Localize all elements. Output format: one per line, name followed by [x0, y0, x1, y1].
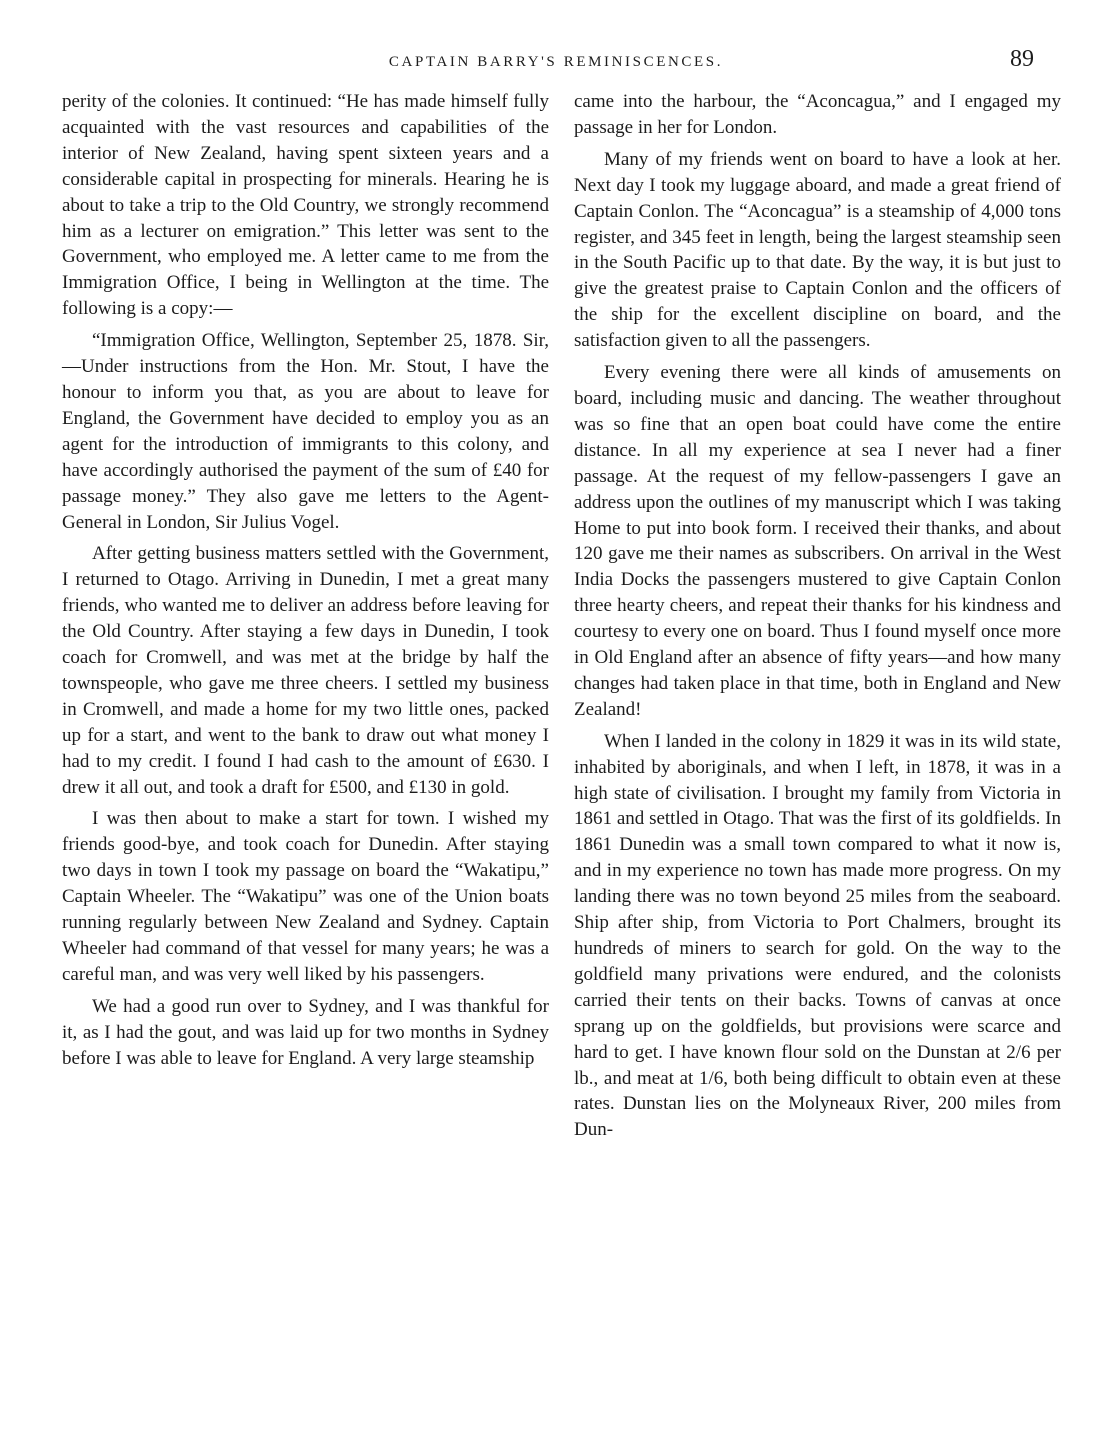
- right-column: [574, 89, 1061, 1143]
- paragraph: When I landed in the colony in 1829 it was in its wild state, inhabited by aboriginals, and when I left, in 1878, it was in a high state of civilisation. I brought my family from Victoria in 1861 and settled in Otago. That was the first of its goldfields. In 1861 Dunedin was a small town compared to what it now is, and in my experience no town has made more progress. On my landing there was no town beyond 25 miles from the seaboard. Ship after ship, from Victoria to Port Chalmers, brought its hundreds of miners to search for gold. On the way to the goldfield many privations were endured, and the colonists carried their tents on their backs. Towns of canvas at once sprang up on the goldfields, but provisions were scarce and hard to get. I have known flour sold on the Dunstan at 2/6 per lb., and meat at 1/6, both being difficult to obtain even at these rates. Dunstan lies on the Molyneaux River, 200 miles from Dun-: [574, 730, 1061, 1141]
- page-number: 89: [1010, 46, 1034, 72]
- paragraph: Every evening there were all kinds of amusements on board, including music and dancing. The weather throughout was so fine that an open boat could have come the entire distance. In all my experience at sea I never had a finer passage. At the request of my fellow-passengers I gave an address upon the outlines of my manuscript which I was taking Home to put into book form. I received their thanks, and about 120 gave me their names as subscribers. On arrival in the West India Docks the passengers mustered to give Captain Conlon three hearty cheers, and repeat their thanks for his kindness and courtesy to every one on board. Thus I found myself once more in Old England after an absence of fifty years—and how many changes had taken place in that time, both in England and New Zealand!: [574, 362, 1061, 720]
- paragraph: We had a good run over to Sydney, and I was thankful for it, as I had the gout, and was laid up for two months in Sydney before I was able to leave for England. A very large steamship: [62, 995, 549, 1069]
- paragraph: came into the harbour, the “Aconcagua,” and I engaged my passage in her for London.: [574, 91, 1061, 138]
- paragraph: I was then about to make a start for town. I wished my friends good-bye, and took coach for Dunedin. After staying two days in town I took my passage on board the “Wakatipu,” Captain Wheeler. The “Wakatipu” was one of the Union boats running regularly between New Zealand and Sydney. Captain Wheeler had command of that vessel for many years; he was a careful man, and was very well liked by his passengers.: [62, 808, 549, 985]
- paragraph: “Immigration Office, Wellington, September 25, 1878. Sir,—Under instructions from the Hon. Mr. Stout, I have the honour to inform you that, as you are about to leave for England, the Government have decided to employ you as an agent for the introduction of immigrants to this colony, and have accordingly authorised the payment of the sum of £40 for passage money.” They also gave me letters to the Agent-General in London, Sir Julius Vogel.: [62, 330, 549, 533]
- left-column: [62, 89, 549, 1072]
- paragraph: perity of the colonies. It continued: “He has made himself fully acquainted with the vast resources and capabilities of the interior of New Zealand, having spent sixteen years and a considerable capital in prospecting for minerals. Hearing he is about to take a trip to the Old Country, we strongly recommend him as a lecturer on emigration.” This letter was sent to the Government, who employed me. A letter came to me from the Immigration Office, I being in Wellington at the time. The following is a copy:—: [62, 91, 549, 320]
- running-title: CAPTAIN BARRY'S REMINISCENCES.: [388, 54, 724, 70]
- paragraph: Many of my friends went on board to have a look at her. Next day I took my luggage aboard, and made a great friend of Captain Conlon. The “Aconcagua” is a steamship of 4,000 tons register, and 345 feet in length, being the largest steamship seen in the South Pacific up to that date. By the way, it is but just to give the greatest praise to Captain Conlon and the officers of the ship for the excellent discipline on board, and the satisfaction given to all the passengers.: [574, 148, 1061, 352]
- page-header: [62, 46, 1050, 78]
- paragraph: After getting business matters settled with the Government, I returned to Otago. Arriving in Dunedin, I met a great many friends, who wanted me to deliver an address before leaving for the Old Country. After staying a few days in Dunedin, I took coach for Cromwell, and was met at the bridge by half the townspeople, who gave me three cheers. I settled my business in Cromwell, and made a home for my two little ones, packed up for a start, and went to the bank to draw out what money I had to my credit. I found I had cash to the amount of £630. I drew it all out, and took a draft for £500, and £130 in gold.: [62, 543, 549, 798]
